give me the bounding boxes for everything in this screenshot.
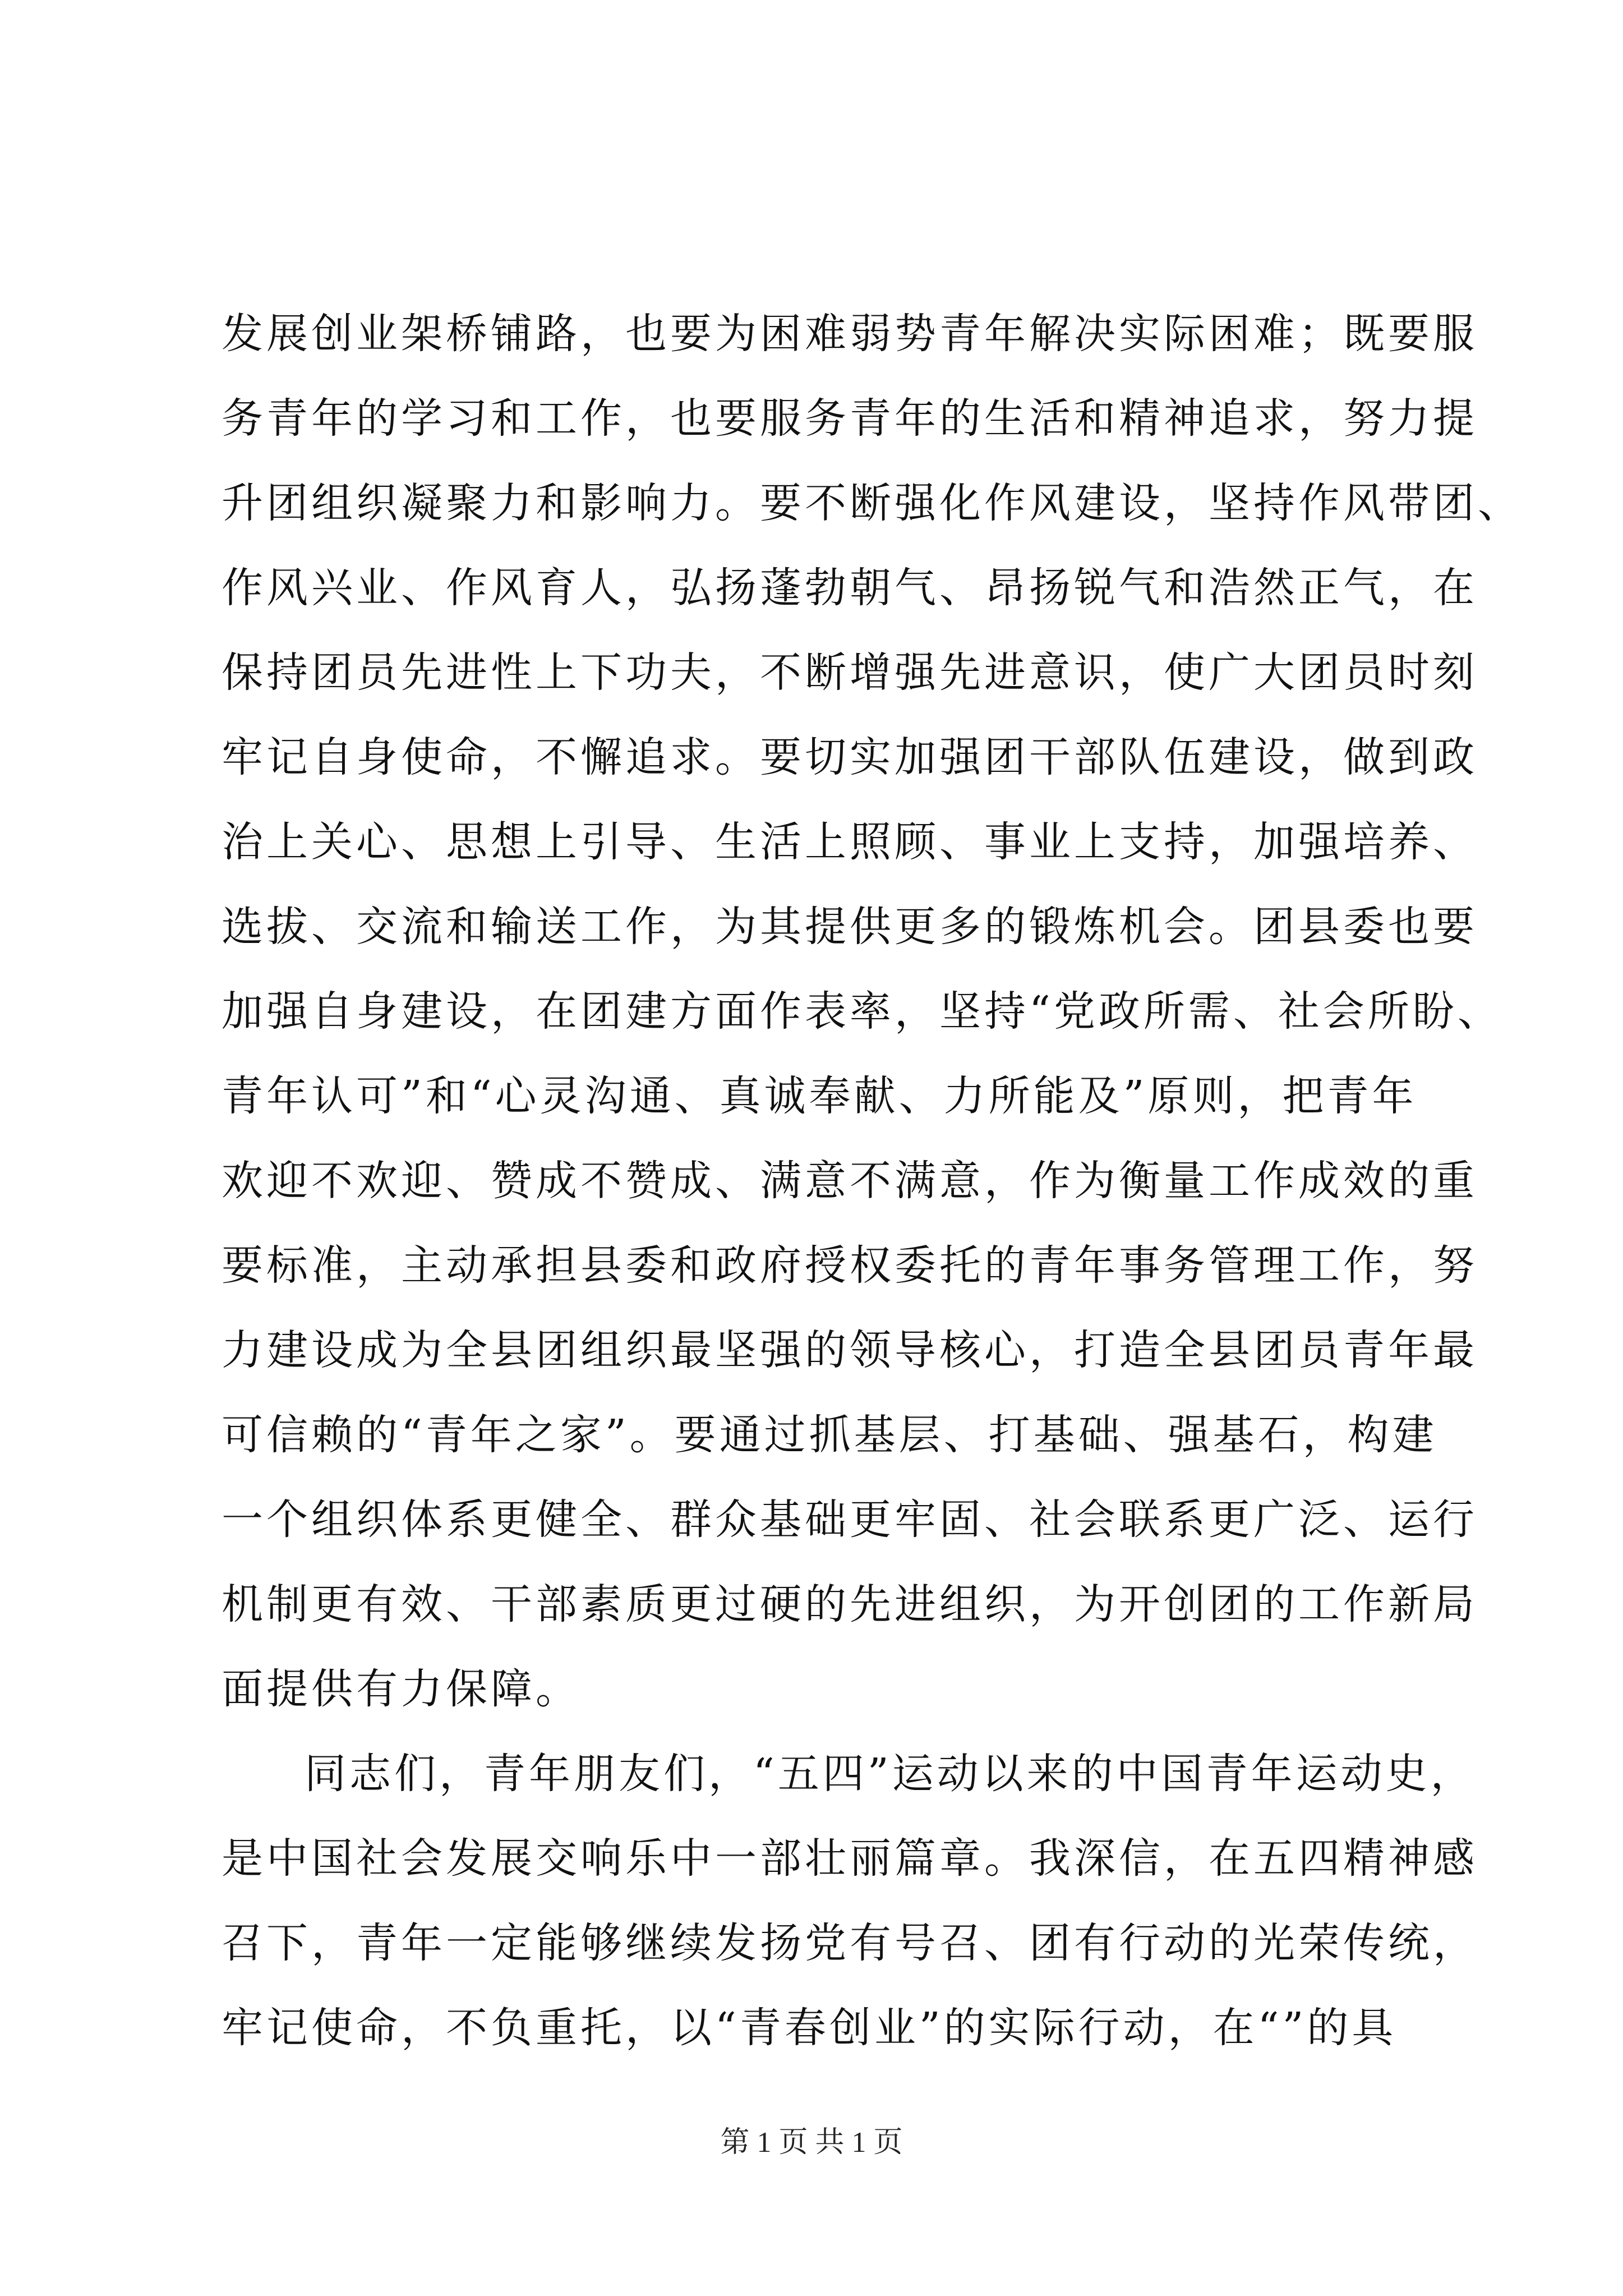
text-line: 务青年的学习和工作，也要服务青年的生活和精神追求，努力提 xyxy=(222,394,1478,443)
text-line: 机制更有效、干部素质更过硬的先进组织，为开创团的工作新局 xyxy=(222,1580,1478,1628)
text-line: 牢记自身使命，不懈追求。要切实加强团干部队伍建设，做到政 xyxy=(222,733,1478,781)
text-line: 欢迎不欢迎、赞成不赞成、满意不满意，作为衡量工作成效的重 xyxy=(222,1157,1478,1205)
text-line: 牢记使命，不负重托，以“青春创业”的实际行动，在“”的具 xyxy=(222,2004,1397,2052)
text-line: 治上关心、思想上引导、生活上照顾、事业上支持，加强培养、 xyxy=(222,818,1478,866)
text-line: 加强自身建设，在团建方面作表率，坚持“党政所需、社会所盼、 xyxy=(222,987,1502,1036)
text-line: 升团组织凝聚力和影响力。要不断强化作风建设，坚持作风带团、 xyxy=(222,479,1523,527)
page-number-label: 第 1 页 共 1 页 xyxy=(720,2127,903,2159)
text-line: 发展创业架桥铺路，也要为困难弱势青年解决实际困难；既要服 xyxy=(222,310,1478,358)
text-line: 青年认可”和“心灵沟通、真诚奉献、力所能及”原则，把青年 xyxy=(222,1072,1417,1120)
text-line: 力建设成为全县团组织最坚强的领导核心，打造全县团员青年最 xyxy=(222,1326,1478,1374)
page-footer xyxy=(0,2126,1623,2160)
text-line: 一个组织体系更健全、群众基础更牢固、社会联系更广泛、运行 xyxy=(222,1496,1478,1544)
text-line: 召下，青年一定能够继续发扬党有号召、团有行动的光荣传统， xyxy=(222,1919,1478,1967)
text-line: 是中国社会发展交响乐中一部壮丽篇章。我深信，在五四精神感 xyxy=(222,1834,1478,1883)
text-line: 保持团员先进性上下功夫，不断增强先进意识，使广大团员时刻 xyxy=(222,648,1478,697)
text-line: 面提供有力保障。 xyxy=(222,1665,580,1713)
body-text xyxy=(222,292,1523,2070)
text-line: 选拔、交流和输送工作，为其提供更多的锻炼机会。团县委也要 xyxy=(222,903,1478,951)
text-line: 可信赖的“青年之家”。要通过抓基层、打基础、强基石，构建 xyxy=(222,1411,1437,1459)
text-line: 作风兴业、作风育人，弘扬蓬勃朝气、昂扬锐气和浩然正气，在 xyxy=(222,564,1478,612)
paragraph-first-line: 同志们，青年朋友们，“五四”运动以来的中国青年运动史， xyxy=(305,1750,1476,1798)
text-line: 要标准，主动承担县委和政府授权委托的青年事务管理工作，努 xyxy=(222,1241,1478,1290)
